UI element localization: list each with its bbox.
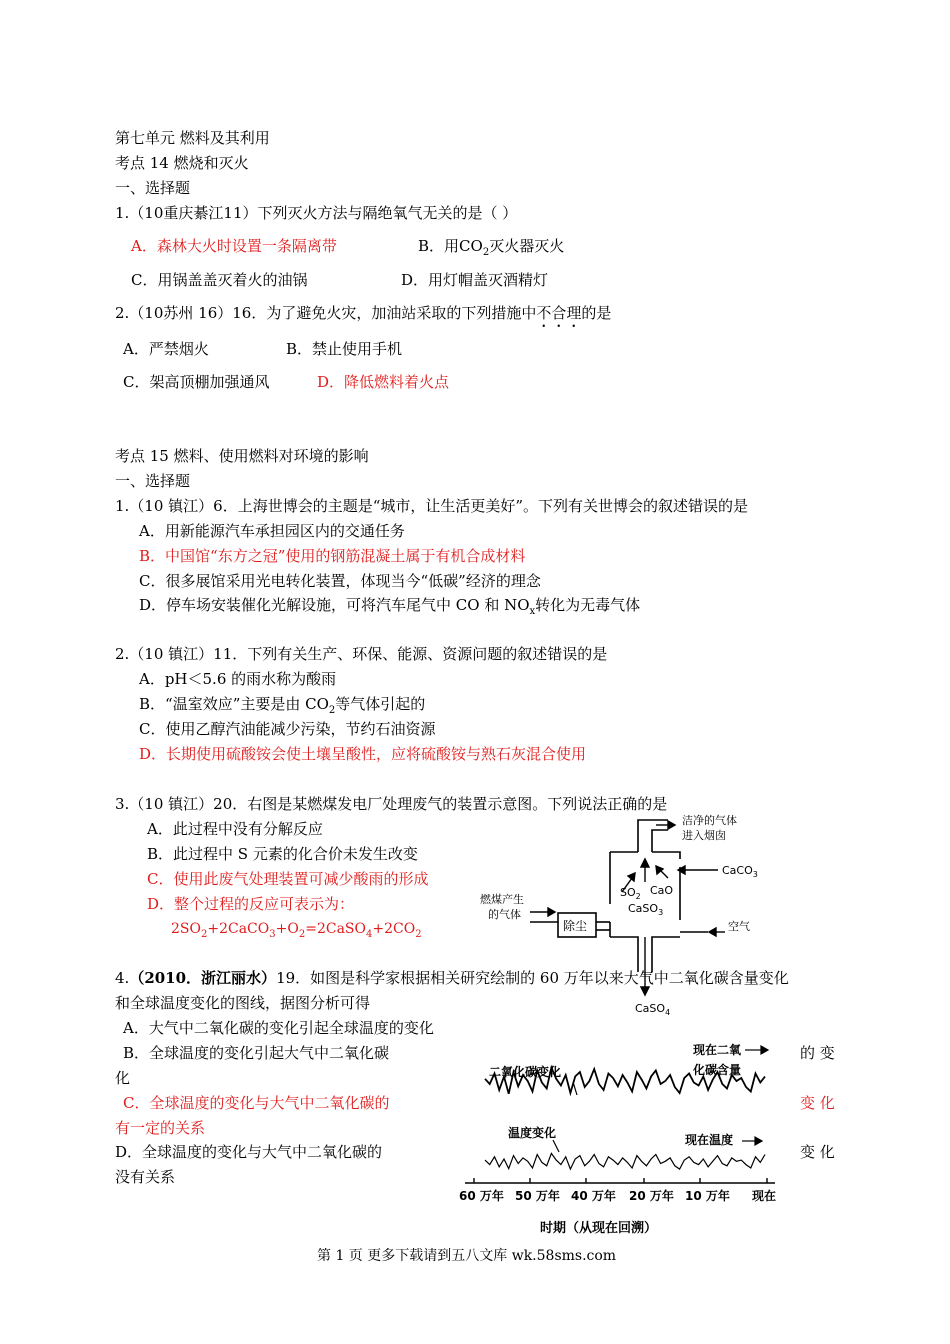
p14-q2-option-a: A．严禁烟火 bbox=[123, 340, 209, 358]
point15-section: 一、选择题 bbox=[115, 472, 191, 490]
p15-q2-option-c: C．使用乙醇汽油能减少污染，节约石油资源 bbox=[139, 720, 436, 738]
clean-gas-label-2: 进入烟囱 bbox=[682, 829, 726, 842]
p15-q2-option-a: A．pH＜5.6 的雨水称为酸雨 bbox=[139, 670, 337, 688]
cao-label: CaO bbox=[650, 884, 674, 897]
x-axis-label: 时期（从现在回溯） bbox=[540, 1221, 658, 1236]
p15-q4-stem-2: 和全球温度变化的图线，据图分析可得 bbox=[115, 994, 371, 1012]
temp-series-label: 温度变化 bbox=[508, 1126, 557, 1140]
caso4-label: CaSO$_4$ bbox=[635, 1002, 671, 1017]
p15-q4-option-c-end: 变 化 bbox=[800, 1094, 835, 1112]
p15-q4-option-d: D．全球温度的变化与大气中二氧化碳的 bbox=[115, 1143, 383, 1161]
co2-temperature-chart bbox=[455, 1040, 790, 1242]
p15-q1-option-b: B．中国馆“东方之冠”使用的钢筋混凝土属于有机合成材料 bbox=[139, 547, 526, 565]
p15-q3-option-a: A．此过程中没有分解反应 bbox=[147, 820, 323, 838]
p15-q4-option-b-cont: 化 bbox=[115, 1069, 131, 1087]
co2-series-label: 二氧化碳变化 bbox=[489, 1065, 562, 1079]
p14-q1-option-b: B．用$CO_2$灭火器灭火 bbox=[418, 237, 565, 258]
p15-q1-option-a: A．用新能源汽车承担园区内的交通任务 bbox=[139, 522, 405, 540]
x-tick-label: 现在 bbox=[752, 1189, 777, 1203]
p14-q1-option-d: D．用灯帽盖灭酒精灯 bbox=[401, 271, 549, 289]
p15-q4-option-c-cont: 有一定的关系 bbox=[115, 1119, 206, 1137]
p15-q2-stem: 2.（10 镇江）11．下列有关生产、环保、能源、资源问题的叙述错误的是 bbox=[115, 645, 608, 663]
x-tick-label: 20 万年 bbox=[629, 1189, 674, 1203]
so2-label: $SO_2$ bbox=[620, 886, 641, 901]
p15-q1-stem: 1.（10 镇江）6．上海世博会的主题是“城市，让生活更美好”。下列有关世博会的叙述错误的是 bbox=[115, 497, 749, 515]
air-label: 空气 bbox=[728, 920, 750, 933]
p15-q4-option-b-end: 的 变 bbox=[800, 1044, 835, 1062]
flue-gas-diagram bbox=[470, 812, 780, 1018]
p15-q1-option-d: D．停车场安装催化光解设施，可将汽车尾气中 CO 和 $NO_x$转化为无毒气体 bbox=[139, 596, 641, 617]
p15-q4-stem-1: 4.（2010．浙江丽水）19．如图是科学家根据相关研究绘制的 60 万年以来大气中二氧化碳含量变化 bbox=[115, 969, 789, 987]
p15-q3-equation: $2SO_2+2CaCO_3+O_2=2CaSO_4+2CO_2$ bbox=[171, 921, 422, 940]
p14-q1-stem: 1.（10重庆綦江11）下列灭火方法与隔绝氧气无关的是（ ） bbox=[115, 204, 518, 222]
coal-gas-label-1: 燃煤产生 bbox=[480, 893, 524, 906]
p15-q3-option-d: D．整个过程的反应可表示为： bbox=[147, 895, 355, 913]
page-footer: 第 1 页 更多下载请到五八文库 wk.58sms.com bbox=[317, 1248, 617, 1264]
clean-gas-label-1: 洁净的气体 bbox=[682, 814, 737, 827]
p15-q4-option-a: A．大气中二氧化碳的变化引起全球温度的变化 bbox=[123, 1019, 434, 1037]
temp-series-line bbox=[485, 1153, 765, 1169]
p14-q2-option-c: C．架高顶棚加强通风 bbox=[123, 373, 270, 391]
caco3-label: CaCO$_3$ bbox=[722, 864, 758, 879]
point14-section: 一、选择题 bbox=[115, 179, 191, 197]
p15-q3-stem: 3.（10 镇江）20．右图是某燃煤发电厂处理废气的装置示意图。下列说法正确的是 bbox=[115, 795, 668, 813]
point14-title: 考点 14 燃烧和灭火 bbox=[115, 154, 249, 172]
p14-q2-option-d: D．降低燃料着火点 bbox=[317, 373, 450, 391]
tower-bottom bbox=[610, 937, 638, 972]
temp-label-pointer bbox=[553, 1140, 559, 1152]
p15-q4-option-d-end: 变 化 bbox=[800, 1143, 835, 1161]
unit-title: 第七单元 燃料及其利用 bbox=[115, 129, 270, 147]
p14-q2-option-b: B．禁止使用手机 bbox=[286, 340, 403, 358]
current-co2-label-1: 现在二氧 bbox=[693, 1043, 742, 1057]
dust-label: 除尘 bbox=[563, 919, 588, 933]
p15-q4-option-b: B．全球温度的变化引起大气中二氧化碳 bbox=[123, 1044, 390, 1062]
co2-label-pointer bbox=[573, 1082, 577, 1095]
coal-gas-label-2: 的气体 bbox=[488, 908, 521, 921]
p14-q1-option-c: C．用锅盖盖灭着火的油锅 bbox=[131, 271, 308, 289]
p15-q2-option-d: D．长期使用硫酸铵会使土壤呈酸性，应将硫酸铵与熟石灰混合使用 bbox=[139, 745, 587, 763]
current-temp-label: 现在温度 bbox=[685, 1133, 734, 1147]
x-tick-label: 60 万年 bbox=[459, 1189, 504, 1203]
x-tick-label: 10 万年 bbox=[685, 1189, 730, 1203]
x-tick-label: 40 万年 bbox=[571, 1189, 616, 1203]
p14-q1-option-a: A．森林大火时设置一条隔离带 bbox=[131, 237, 337, 255]
p15-q4-option-c: C．全球温度的变化与大气中二氧化碳的 bbox=[123, 1094, 390, 1112]
p15-q3-option-b: B．此过程中 S 元素的化合价未发生改变 bbox=[147, 845, 418, 863]
p14-q2-stem: 2.（10苏州 16）16．为了避免火灾，加油站采取的下列措施中不合理的是 bbox=[115, 304, 612, 322]
p15-q2-option-b: B．“温室效应”主要是由 $CO_2$等气体引起的 bbox=[139, 695, 426, 716]
p15-q1-option-c: C．很多展馆采用光电转化装置，体现当今“低碳”经济的理念 bbox=[139, 572, 541, 590]
p15-q4-option-d-cont: 没有关系 bbox=[115, 1168, 176, 1186]
caso3-label: CaSO$_3$ bbox=[628, 902, 664, 917]
x-tick-label: 50 万年 bbox=[515, 1189, 560, 1203]
point15-title: 考点 15 燃料、使用燃料对环境的影响 bbox=[115, 447, 369, 465]
current-co2-label-2: 化碳含量 bbox=[693, 1063, 742, 1077]
p15-q3-option-c: C．使用此废气处理装置可减少酸雨的形成 bbox=[147, 870, 429, 888]
